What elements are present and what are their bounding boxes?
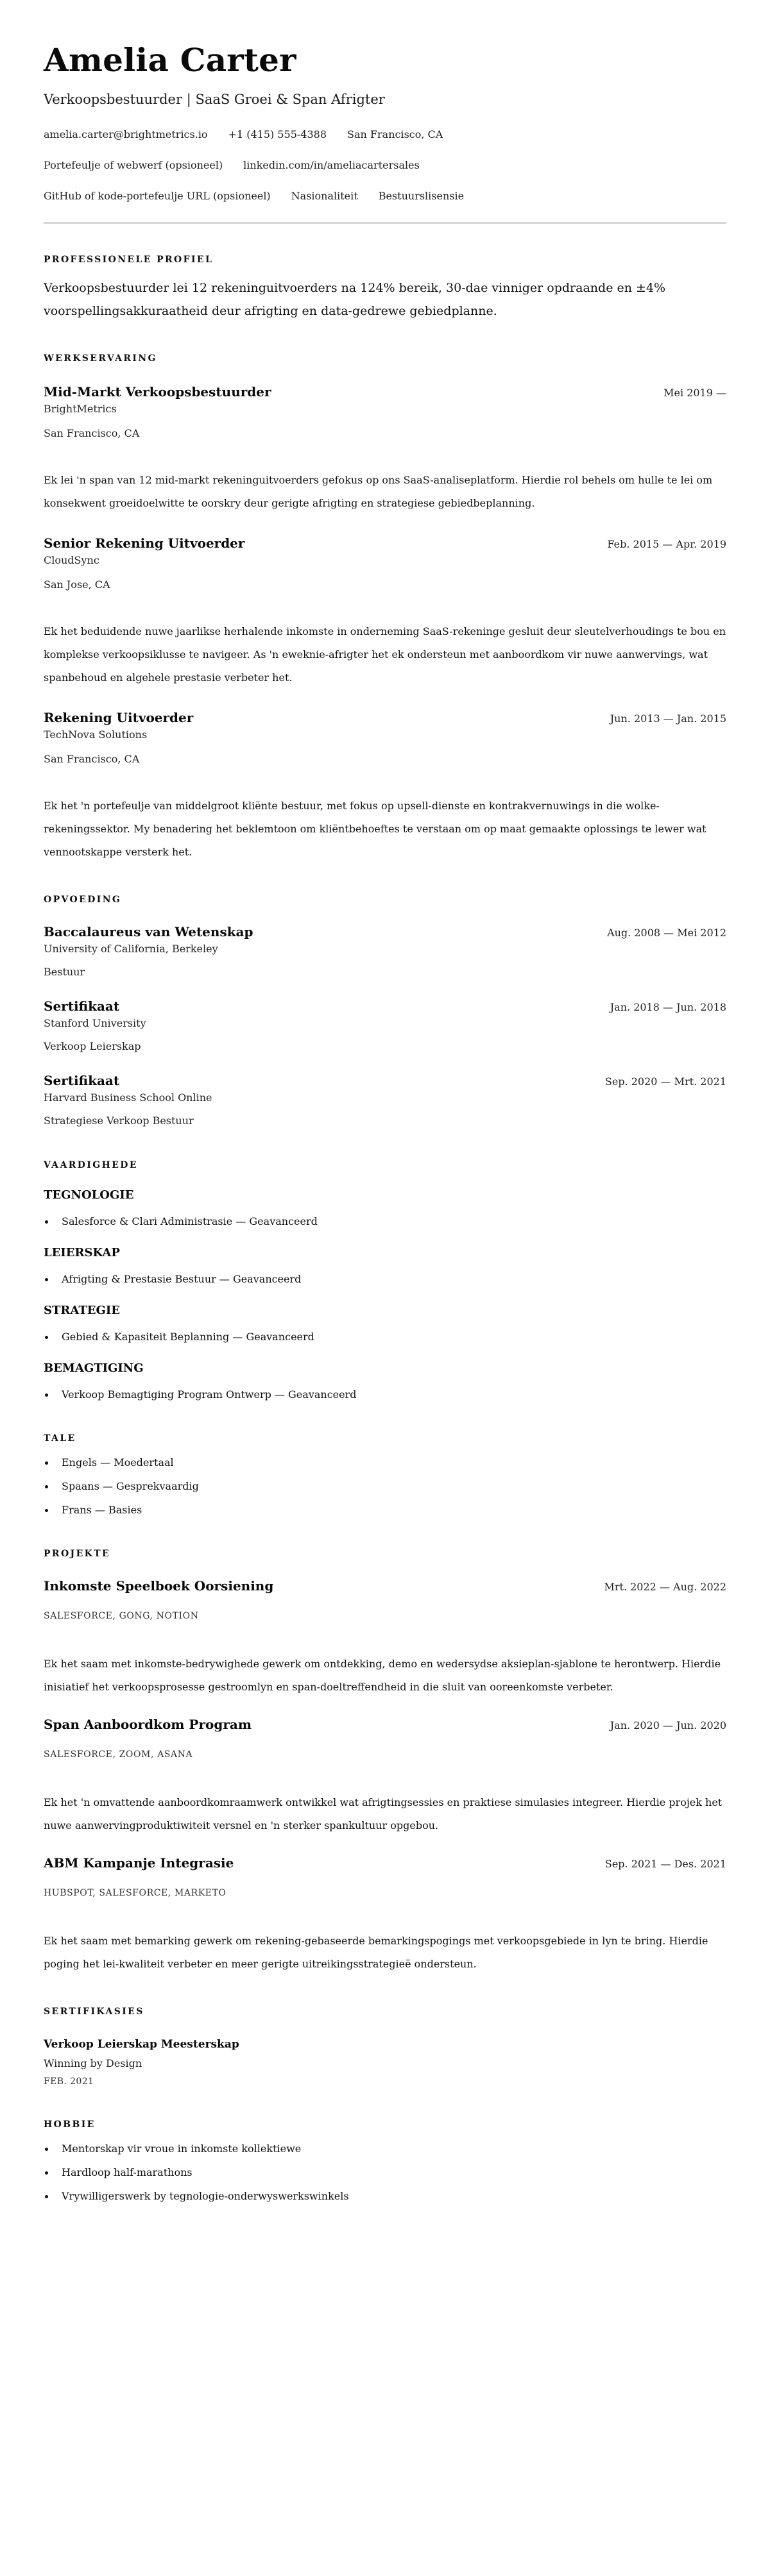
project-tech: SALESFORCE, GONG, NOTION [44, 1611, 199, 1621]
certifications-section [44, 2005, 726, 2089]
language-item: Frans — Basies [44, 1503, 726, 1518]
candidate-headline: Verkoopsbestuurder | SaaS Groei & Span Afrigter [44, 92, 385, 107]
job-dates: Jun. 2013 — Jan. 2015 [610, 712, 726, 725]
experience-entry [44, 534, 726, 689]
project-tech: HUBSPOT, SALESFORCE, MARKETO [44, 1888, 227, 1898]
hobby-item: Hardloop half-marathons [44, 2165, 726, 2180]
certification-entry [44, 2036, 726, 2089]
job-title: Rekening Uitvoerder [44, 710, 194, 725]
section-title-hobbies: HOBBIE [44, 2119, 96, 2130]
section-title-languages: TALE [44, 1433, 76, 1444]
contact-github[interactable]: GitHub of kode-portefeulje URL (opsioneel) [44, 190, 271, 202]
education-field: Bestuur [44, 966, 85, 978]
skill-group [44, 1187, 726, 1229]
section-title-education: OPVOEDING [44, 895, 122, 905]
job-location: San Francisco, CA [44, 753, 140, 765]
job-title: Mid-Markt Verkoopsbestuurder [44, 384, 271, 400]
contact-location: San Francisco, CA [347, 128, 443, 140]
job-location: San Francisco, CA [44, 427, 140, 439]
degree-title: Sertifikaat [44, 998, 120, 1014]
job-company: TechNova Solutions [44, 728, 148, 741]
experience-section [44, 352, 726, 864]
education-institution: Harvard Business School Online [44, 1091, 212, 1104]
project-tech: SALESFORCE, ZOOM, ASANA [44, 1749, 193, 1760]
project-entry [44, 1854, 726, 1976]
skill-item: Afrigting & Prestasie Bestuur — Geavanceerd [44, 1272, 726, 1287]
job-dates: Feb. 2015 — Apr. 2019 [607, 538, 726, 550]
language-item: Engels — Moedertaal [44, 1455, 726, 1470]
skill-category: LEIERSKAP [44, 1246, 120, 1259]
skill-group [44, 1360, 726, 1402]
contact-drivers-license: Bestuurslisensie [378, 190, 465, 202]
section-title-projects: PROJEKTE [44, 1549, 111, 1559]
project-name: Inkomste Speelboek Oorsiening [44, 1578, 274, 1594]
certification-date: FEB. 2021 [44, 2076, 94, 2087]
job-dates: Mei 2019 — [663, 387, 726, 399]
education-entry [44, 997, 726, 1055]
skill-category: BEMAGTIGING [44, 1361, 144, 1375]
project-description: Ek het 'n omvattende aanboordkomraamwerk ontwikkel wat afrigtingsessies en praktiese simulasies integreer. Hierdie projek het nuwe aanwervingproduktiwiteit versnel en 'n sterker spankultuur opgebou. [44, 1796, 723, 1831]
contact-nationality: Nasionaliteit [291, 190, 358, 202]
skill-category: TEGNOLOGIE [44, 1188, 134, 1202]
education-entry [44, 923, 726, 981]
job-company: CloudSync [44, 554, 99, 566]
education-dates: Sep. 2020 — Mrt. 2021 [604, 1075, 726, 1088]
project-entry [44, 1577, 726, 1699]
project-description: Ek het saam met inkomste-bedrywighede gewerk om ontdekking, demo en wedersydse aksieplan-sjablone te herontwerp. Hierdie inisiatief het verkoopsprosesse gestroomlyn en span-doeltreffendheid in die sluit van ooreenkomste verbeter. [44, 1658, 721, 1693]
resume-header [44, 38, 726, 224]
project-name: ABM Kampanje Integrasie [44, 1855, 234, 1871]
education-dates: Aug. 2008 — Mei 2012 [607, 927, 726, 939]
skills-section [44, 1159, 726, 1402]
contact-phone[interactable]: +1 (415) 555-4388 [228, 128, 327, 140]
section-title-profile: PROFESSIONELE PROFIEL [44, 255, 214, 265]
education-entry [44, 1072, 726, 1129]
degree-title: Sertifikaat [44, 1073, 120, 1088]
project-description: Ek het saam met bemarking gewerk om rekening-gebaseerde bemarkingspogings met verkoopsgebiede in lyn te bring. Hierdie poging het lei-kwaliteit verbeter en meer gerigte uitreikingsstrategieë ondersteun. [44, 1935, 708, 1970]
job-description: Ek lei 'n span van 12 mid-markt rekeninguitvoerders gefokus op ons SaaS-analiseplatform. Hierdie rol behels om hulle te lei om konsekwent groeidoelwitte te oorskry deur gerigte afrigting en strategiese gebiedbeplanning. [44, 474, 713, 509]
education-field: Strategiese Verkoop Bestuur [44, 1115, 194, 1127]
job-location: San Jose, CA [44, 578, 110, 591]
header-divider [44, 222, 726, 224]
certification-issuer: Winning by Design [44, 2057, 142, 2069]
profile-summary: Verkoopsbestuurder lei 12 rekeninguitvoerders na 124% bereik, 30-dae vinniger opdraande en ±4% voorspellingsakkuraatheid deur afrigting en data-gedrewe gebiedplanne. [44, 281, 666, 318]
languages-section [44, 1432, 726, 1518]
certification-name: Verkoop Leierskap Meesterskap [44, 2038, 239, 2051]
education-institution: Stanford University [44, 1017, 146, 1029]
hobby-item: Vrywilligerswerk by tegnologie-onderwyswerkswinkels [44, 2189, 726, 2204]
contact-portfolio[interactable]: Portefeulje of webwerf (opsioneel) [44, 159, 223, 171]
section-title-experience: WERKSERVARING [44, 353, 157, 364]
experience-entry [44, 383, 726, 515]
education-institution: University of California, Berkeley [44, 943, 218, 955]
contact-email[interactable]: amelia.carter@brightmetrics.io [44, 128, 208, 140]
experience-entry [44, 709, 726, 864]
degree-title: Baccalaureus van Wetenskap [44, 924, 253, 939]
education-section [44, 893, 726, 1129]
project-dates: Jan. 2020 — Jun. 2020 [610, 1719, 726, 1731]
section-title-certifications: SERTIFIKASIES [44, 2007, 144, 2017]
project-name: Span Aanboordkom Program [44, 1717, 252, 1732]
hobbies-section [44, 2118, 726, 2204]
hobby-item: Mentorskap vir vroue in inkomste kollektiewe [44, 2141, 726, 2157]
skill-item: Verkoop Bemagtiging Program Ontwerp — Geavanceerd [44, 1387, 726, 1402]
project-dates: Sep. 2021 — Des. 2021 [604, 1858, 726, 1870]
contact-linkedin[interactable]: linkedin.com/in/ameliacartersales [243, 159, 420, 171]
education-field: Verkoop Leierskap [44, 1040, 141, 1052]
job-description: Ek het 'n portefeulje van middelgroot kliënte bestuur, met fokus op upsell-dienste en kontrakvernuwings in die wolke-rekeningssektor. My benadering het beklemtoon om kliëntbehoeftes te verstaan om op maat gemaakte oplossings te lewer wat vennootskappe versterk het. [44, 800, 706, 858]
section-title-skills: VAARDIGHEDE [44, 1160, 138, 1170]
contact-row-3 [44, 189, 726, 204]
project-entry [44, 1715, 726, 1837]
skill-group [44, 1302, 726, 1345]
language-item: Spaans — Gesprekvaardig [44, 1479, 726, 1494]
education-dates: Jan. 2018 — Jun. 2018 [610, 1001, 726, 1013]
skill-group [44, 1245, 726, 1287]
contact-row-1 [44, 127, 726, 142]
skill-item: Gebied & Kapasiteit Beplanning — Geavanceerd [44, 1329, 726, 1345]
contact-row-2 [44, 158, 726, 173]
profile-section [44, 253, 726, 323]
job-company: BrightMetrics [44, 403, 117, 415]
project-dates: Mrt. 2022 — Aug. 2022 [604, 1581, 726, 1593]
skill-item: Salesforce & Clari Administrasie — Geavanceerd [44, 1214, 726, 1229]
projects-section [44, 1547, 726, 1976]
candidate-name: Amelia Carter [44, 41, 296, 79]
job-title: Senior Rekening Uitvoerder [44, 535, 245, 551]
job-description: Ek het beduidende nuwe jaarlikse herhalende inkomste in onderneming SaaS-rekeninge gesluit deur sleutelverhoudings te bou en komplekse verkoopsiklusse te navigeer. As 'n eweknie-afrigter het ek ondersteun met aanboordkom vir nuwe aanwervings, wat spanbehoud en algehele prestasie verbeter het. [44, 625, 726, 684]
skill-category: STRATEGIE [44, 1304, 120, 1317]
